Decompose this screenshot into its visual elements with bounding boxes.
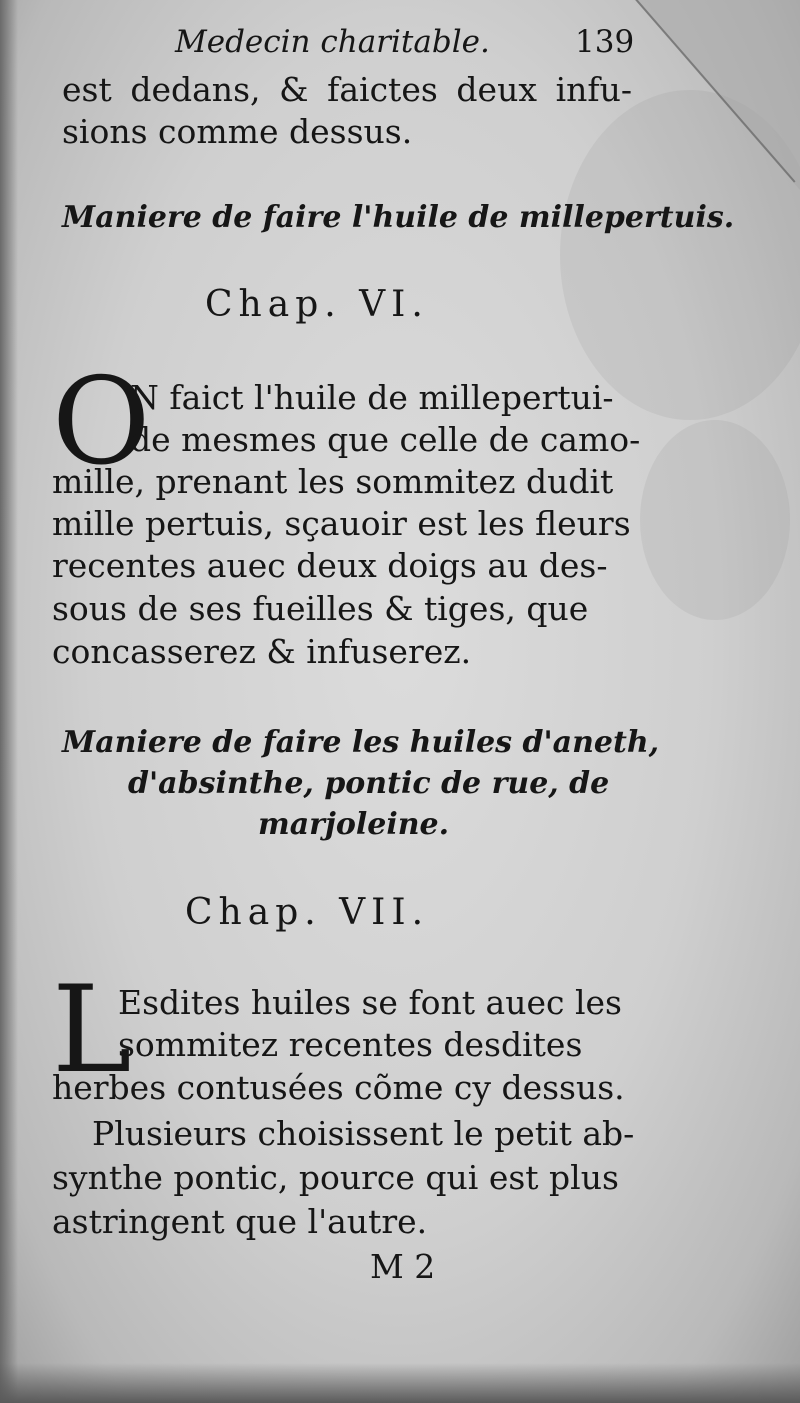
text-line: astringent que l'autre. [52,1202,428,1241]
text-line: sions comme dessus. [62,112,413,151]
text-line: Plusieurs choisissent le petit ab- [92,1114,635,1153]
section-title: d'absinthe, pontic de rue, de [128,766,610,801]
text-line: sous de ses fueilles & tiges, que [52,589,589,628]
text-line: mille, prenant les sommitez dudit [52,462,614,501]
text-line: sommitez recentes desdites [118,1025,583,1064]
section-title: Maniere de faire les huiles d'aneth, [62,725,660,760]
drop-cap: L [52,961,132,1100]
drop-cap: O [52,353,151,492]
running-head: Medecin charitable. [175,24,490,60]
text-line: Esdites huiles se font auec les [118,983,622,1022]
text-line: N faict l'huile de millepertui- [130,378,614,417]
text-line: concasserez & infuserez. [52,632,472,671]
chapter-heading: Chap. VI. [205,284,429,325]
section-title: marjoleine. [258,807,450,842]
text-line: herbes contusées cõme cy dessus. [52,1068,625,1107]
section-title: Maniere de faire l'huile de millepertuis. [62,200,735,235]
chapter-heading: Chap. VII. [185,892,430,933]
page-bottom-shadow [0,1363,800,1403]
signature-mark: M 2 [370,1247,436,1286]
page-edge-shadow [0,0,18,1403]
text-line: synthe pontic, pource qui est plus [52,1158,619,1197]
paper-stain [640,420,790,620]
text-line: de mesmes que celle de camo- [130,420,641,459]
text-line: est dedans, & faictes deux infu- [62,70,632,109]
text-line: recentes auec deux doigs au des- [52,546,608,585]
text-line: mille pertuis, sçauoir est les fleurs [52,504,631,543]
folio-number: 139 [575,24,635,60]
